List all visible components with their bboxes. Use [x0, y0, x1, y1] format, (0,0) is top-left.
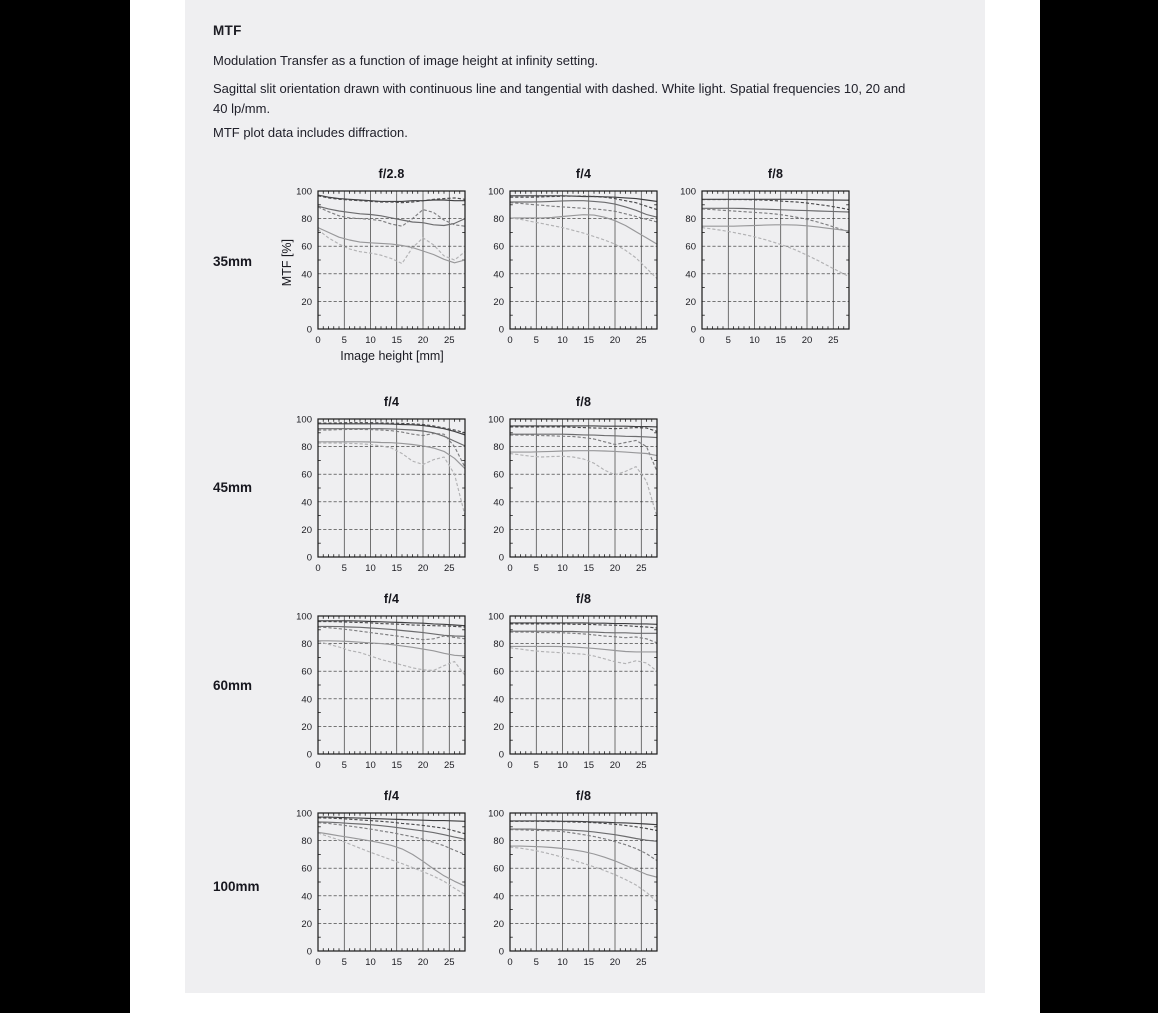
- svg-text:80: 80: [301, 442, 312, 454]
- chart-canvas: [470, 163, 670, 355]
- chart-60mm-f4: [278, 588, 478, 780]
- svg-text:25: 25: [635, 563, 647, 574]
- svg-text:5: 5: [533, 957, 539, 968]
- svg-text:40: 40: [301, 891, 312, 903]
- svg-text:15: 15: [391, 760, 403, 771]
- svg-text:80: 80: [493, 836, 504, 848]
- svg-text:5: 5: [341, 957, 347, 968]
- svg-text:20: 20: [417, 335, 429, 346]
- svg-text:40: 40: [301, 497, 312, 509]
- svg-text:20: 20: [609, 760, 621, 771]
- svg-text:15: 15: [391, 957, 403, 968]
- svg-text:40: 40: [493, 269, 504, 281]
- svg-text:0: 0: [507, 335, 513, 346]
- chart-canvas: [278, 588, 478, 780]
- svg-text:0: 0: [306, 946, 312, 958]
- svg-text:20: 20: [609, 335, 621, 346]
- svg-text:10: 10: [365, 563, 376, 574]
- chart-canvas: [470, 588, 670, 780]
- row-label-35mm: 35mm: [213, 254, 253, 269]
- chart-35mm-f8: [662, 163, 862, 355]
- section-title: MTF: [213, 23, 242, 38]
- chart-45mm-f8: [470, 391, 670, 583]
- svg-text:60: 60: [301, 666, 312, 678]
- svg-text:80: 80: [493, 214, 504, 226]
- chart-title: f/2.8: [378, 167, 405, 181]
- svg-text:15: 15: [583, 563, 595, 574]
- svg-text:5: 5: [533, 563, 539, 574]
- svg-text:40: 40: [301, 269, 312, 281]
- svg-text:60: 60: [493, 241, 504, 253]
- chart-45mm-f4: [278, 391, 478, 583]
- svg-text:100: 100: [296, 808, 312, 820]
- mtf-section-panel: [185, 0, 985, 993]
- svg-text:0: 0: [498, 324, 504, 336]
- chart-canvas: [278, 391, 478, 583]
- svg-text:10: 10: [557, 335, 568, 346]
- svg-text:0: 0: [498, 749, 504, 761]
- svg-text:60: 60: [493, 666, 504, 678]
- svg-text:20: 20: [493, 721, 504, 733]
- chart-35mm-f2-8: [278, 163, 478, 355]
- svg-text:0: 0: [690, 324, 696, 336]
- svg-text:80: 80: [301, 639, 312, 651]
- chart-canvas: [278, 785, 478, 977]
- svg-text:20: 20: [417, 563, 429, 574]
- chart-100mm-f8: [470, 785, 670, 977]
- row-label-100mm: 100mm: [213, 879, 260, 894]
- chart-title: f/4: [383, 592, 400, 606]
- svg-text:20: 20: [417, 957, 429, 968]
- chart-canvas: [470, 785, 670, 977]
- chart-canvas: [470, 391, 670, 583]
- svg-text:0: 0: [306, 749, 312, 761]
- chart-35mm-f4: [470, 163, 670, 355]
- row-label-60mm: 60mm: [213, 678, 253, 693]
- svg-text:0: 0: [306, 324, 312, 336]
- svg-text:20: 20: [493, 918, 504, 930]
- svg-text:80: 80: [493, 639, 504, 651]
- chart-title: f/8: [575, 592, 592, 606]
- svg-text:25: 25: [443, 563, 455, 574]
- svg-text:10: 10: [557, 760, 568, 771]
- svg-text:40: 40: [301, 694, 312, 706]
- svg-text:0: 0: [315, 957, 321, 968]
- svg-text:25: 25: [443, 335, 455, 346]
- chart-title: f/8: [575, 789, 592, 803]
- svg-text:100: 100: [680, 186, 696, 198]
- chart-canvas: [278, 163, 478, 355]
- svg-text:15: 15: [775, 335, 787, 346]
- paragraph-modulation: Modulation Transfer as a function of image height at infinity setting.: [213, 53, 599, 68]
- svg-text:15: 15: [583, 760, 595, 771]
- svg-text:25: 25: [443, 957, 455, 968]
- svg-text:40: 40: [493, 694, 504, 706]
- row-label-45mm: 45mm: [213, 480, 253, 495]
- svg-text:60: 60: [493, 469, 504, 481]
- svg-text:25: 25: [443, 760, 455, 771]
- svg-text:0: 0: [507, 760, 513, 771]
- svg-text:0: 0: [699, 335, 705, 346]
- chart-title: f/8: [767, 167, 784, 181]
- chart-100mm-f4: [278, 785, 478, 977]
- svg-text:25: 25: [635, 335, 647, 346]
- paragraph-sagittal: Sagittal slit orientation drawn with continuous line and tangential with dashed. White light. Spatial frequencies 10, 20 and 40 lp/mm.: [213, 81, 906, 116]
- svg-text:20: 20: [301, 918, 312, 930]
- svg-text:5: 5: [725, 335, 731, 346]
- svg-text:80: 80: [301, 214, 312, 226]
- svg-text:100: 100: [488, 186, 504, 198]
- chart-title: f/4: [575, 167, 592, 181]
- svg-text:20: 20: [301, 524, 312, 536]
- x-axis-label: Image height [mm]: [340, 349, 444, 363]
- svg-text:0: 0: [498, 946, 504, 958]
- svg-text:0: 0: [315, 335, 321, 346]
- svg-text:20: 20: [609, 563, 621, 574]
- svg-text:5: 5: [341, 563, 347, 574]
- svg-text:80: 80: [493, 442, 504, 454]
- svg-text:10: 10: [557, 563, 568, 574]
- svg-text:5: 5: [341, 335, 347, 346]
- svg-text:10: 10: [365, 957, 376, 968]
- svg-text:15: 15: [583, 335, 595, 346]
- svg-text:10: 10: [365, 335, 376, 346]
- svg-text:100: 100: [488, 414, 504, 426]
- svg-text:100: 100: [296, 611, 312, 623]
- chart-title: f/4: [383, 395, 400, 409]
- y-axis-label: MTF [%]: [280, 239, 294, 287]
- svg-text:25: 25: [635, 760, 647, 771]
- svg-text:100: 100: [488, 611, 504, 623]
- svg-text:20: 20: [417, 760, 429, 771]
- svg-text:100: 100: [488, 808, 504, 820]
- svg-text:0: 0: [498, 552, 504, 564]
- chart-60mm-f8: [470, 588, 670, 780]
- svg-text:40: 40: [685, 269, 696, 281]
- svg-text:20: 20: [609, 957, 621, 968]
- svg-text:60: 60: [301, 469, 312, 481]
- svg-text:25: 25: [635, 957, 647, 968]
- svg-text:60: 60: [493, 863, 504, 875]
- svg-text:10: 10: [557, 957, 568, 968]
- svg-text:60: 60: [685, 241, 696, 253]
- svg-text:100: 100: [296, 186, 312, 198]
- svg-text:20: 20: [301, 296, 312, 308]
- svg-text:20: 20: [493, 296, 504, 308]
- svg-text:20: 20: [493, 524, 504, 536]
- svg-text:25: 25: [827, 335, 839, 346]
- svg-text:60: 60: [301, 863, 312, 875]
- chart-title: f/4: [383, 789, 400, 803]
- svg-text:15: 15: [391, 335, 403, 346]
- svg-text:10: 10: [365, 760, 376, 771]
- svg-text:0: 0: [315, 563, 321, 574]
- svg-text:0: 0: [507, 957, 513, 968]
- svg-text:5: 5: [533, 335, 539, 346]
- svg-text:40: 40: [493, 497, 504, 509]
- svg-text:100: 100: [296, 414, 312, 426]
- chart-title: f/8: [575, 395, 592, 409]
- svg-text:0: 0: [507, 563, 513, 574]
- svg-text:20: 20: [685, 296, 696, 308]
- svg-text:60: 60: [301, 241, 312, 253]
- svg-text:20: 20: [301, 721, 312, 733]
- svg-text:15: 15: [583, 957, 595, 968]
- svg-text:10: 10: [749, 335, 760, 346]
- svg-text:0: 0: [306, 552, 312, 564]
- svg-text:80: 80: [685, 214, 696, 226]
- svg-text:20: 20: [801, 335, 813, 346]
- svg-text:15: 15: [391, 563, 403, 574]
- chart-canvas: [662, 163, 862, 355]
- svg-text:5: 5: [341, 760, 347, 771]
- svg-text:5: 5: [533, 760, 539, 771]
- paragraph-diffraction: MTF plot data includes diffraction.: [213, 125, 408, 140]
- svg-text:80: 80: [301, 836, 312, 848]
- svg-text:40: 40: [493, 891, 504, 903]
- svg-text:0: 0: [315, 760, 321, 771]
